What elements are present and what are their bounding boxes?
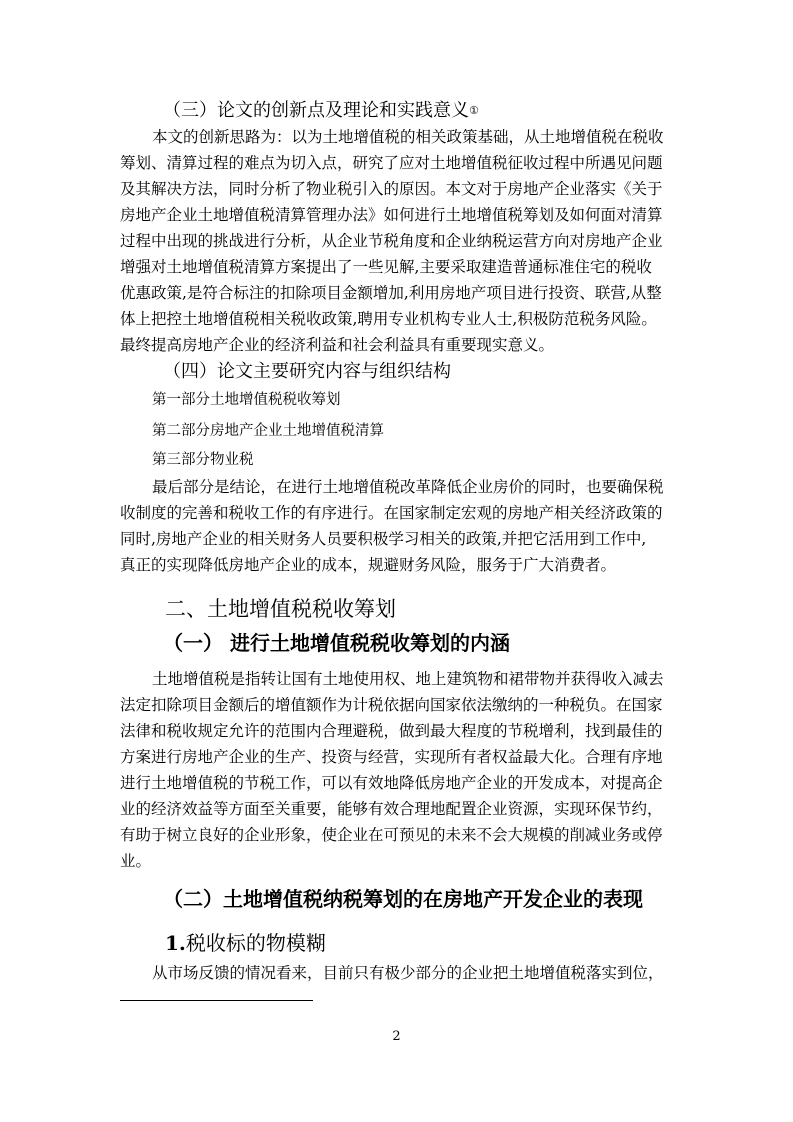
paragraph-line: 体上把控土地增值税相关税收政策,聘用专业机构专业人士,积极防范税务风险。 <box>120 310 657 328</box>
paragraph-line: 同时,房地产企业的相关财务人员要积极学习相关的政策,并把它活用到工作中, <box>120 530 647 548</box>
list-item: 第三部分物业税 <box>152 452 254 468</box>
list-item: 第二部分房地产企业土地增值税清算 <box>152 423 384 439</box>
point-number: 1. <box>165 931 186 955</box>
paragraph-line: 方案进行房地产企业的生产、投资与经营，实现所有者权益最大化。合理有序地 <box>120 748 663 766</box>
footnote-separator <box>120 1000 313 1001</box>
paragraph-line: 筹划、清算过程的难点为切入点，研究了应对土地增值税征收过程中所遇见问题 <box>120 154 663 172</box>
paragraph-line: 优惠政策,是符合标注的扣除项目金额增加,利用房地产项目进行投资、联营,从整 <box>120 284 662 302</box>
section3-heading: （三）论文的创新点及理论和实践意义① <box>163 100 479 121</box>
page-number: 2 <box>392 1029 401 1044</box>
paragraph-line: 最后部分是结论，在进行土地增值税改革降低企业房价的同时，也要确保税 <box>152 478 664 496</box>
paragraph-line: 法律和税收规定允许的范围内合理避税，做到最大程度的节税增利，找到最佳的 <box>120 722 663 740</box>
paragraph-line: 有助于树立良好的企业形象，使企业在可预见的未来不会大规模的削减业务或停 <box>120 826 663 844</box>
paragraph-line: 业的经济效益等方面至关重要，能够有效合理地配置企业资源，实现环保节约， <box>120 800 663 818</box>
section4-heading: （四）论文主要研究内容与组织结构 <box>163 361 451 382</box>
paragraph-line: 真正的实现降低房地产企业的成本，规避财务风险，服务于广大消费者。 <box>120 556 617 574</box>
paragraph-line: 收制度的完善和税收工作的有序进行。在国家制定宏观的房地产相关经济政策的 <box>120 504 663 522</box>
point-title: 税收标的物模糊 <box>185 931 326 955</box>
paragraph-line: 增强对土地增值税清算方案提出了一些见解,主要采取建造普通标准住宅的税收 <box>120 258 652 276</box>
paragraph-line: 本文的创新思路为：以为土地增值税的相关政策基础，从土地增值税在税收 <box>152 128 664 146</box>
paragraph-line: 进行土地增值税的节税工作，可以有效地降低房地产企业的开发成本，对提高企 <box>120 774 663 792</box>
subsection-heading: （一） 进行土地增值税税收筹划的内涵 <box>163 631 510 655</box>
paragraph-line: 法定扣除项目金额后的增值额作为计税依据向国家依法缴纳的一种税负。在国家 <box>120 696 663 714</box>
list-item: 第一部分土地增值税税收筹划 <box>152 392 341 408</box>
paragraph-line: 及其解决方法，同时分析了物业税引入的原因。本文对于房地产企业落实《关于 <box>120 180 663 198</box>
point-heading <box>165 928 326 958</box>
paragraph-line: 房地产企业土地增值税清算管理办法》如何进行土地增值税筹划及如何面对清算 <box>120 206 663 224</box>
footnote-marker: ① <box>469 104 479 117</box>
paragraph-line: 土地增值税是指转让国有土地使用权、地上建筑物和裙带物并获得收入减去 <box>152 670 664 688</box>
chapter-heading: 二、土地增值税税收筹划 <box>165 597 396 621</box>
paragraph-line: 过程中出现的挑战进行分析，从企业节税角度和企业纳税运营方向对房地产企业 <box>120 232 663 250</box>
paragraph-line: 从市场反馈的情况看来，目前只有极少部分的企业把土地增值税落实到位， <box>152 964 664 982</box>
paragraph-line: 业。 <box>120 852 152 870</box>
paragraph-line: 最终提高房地产企业的经济利益和社会利益具有重要现实意义。 <box>120 336 555 354</box>
subsection-heading: （二）土地增值税纳税筹划的在房地产开发企业的表现 <box>163 887 643 911</box>
